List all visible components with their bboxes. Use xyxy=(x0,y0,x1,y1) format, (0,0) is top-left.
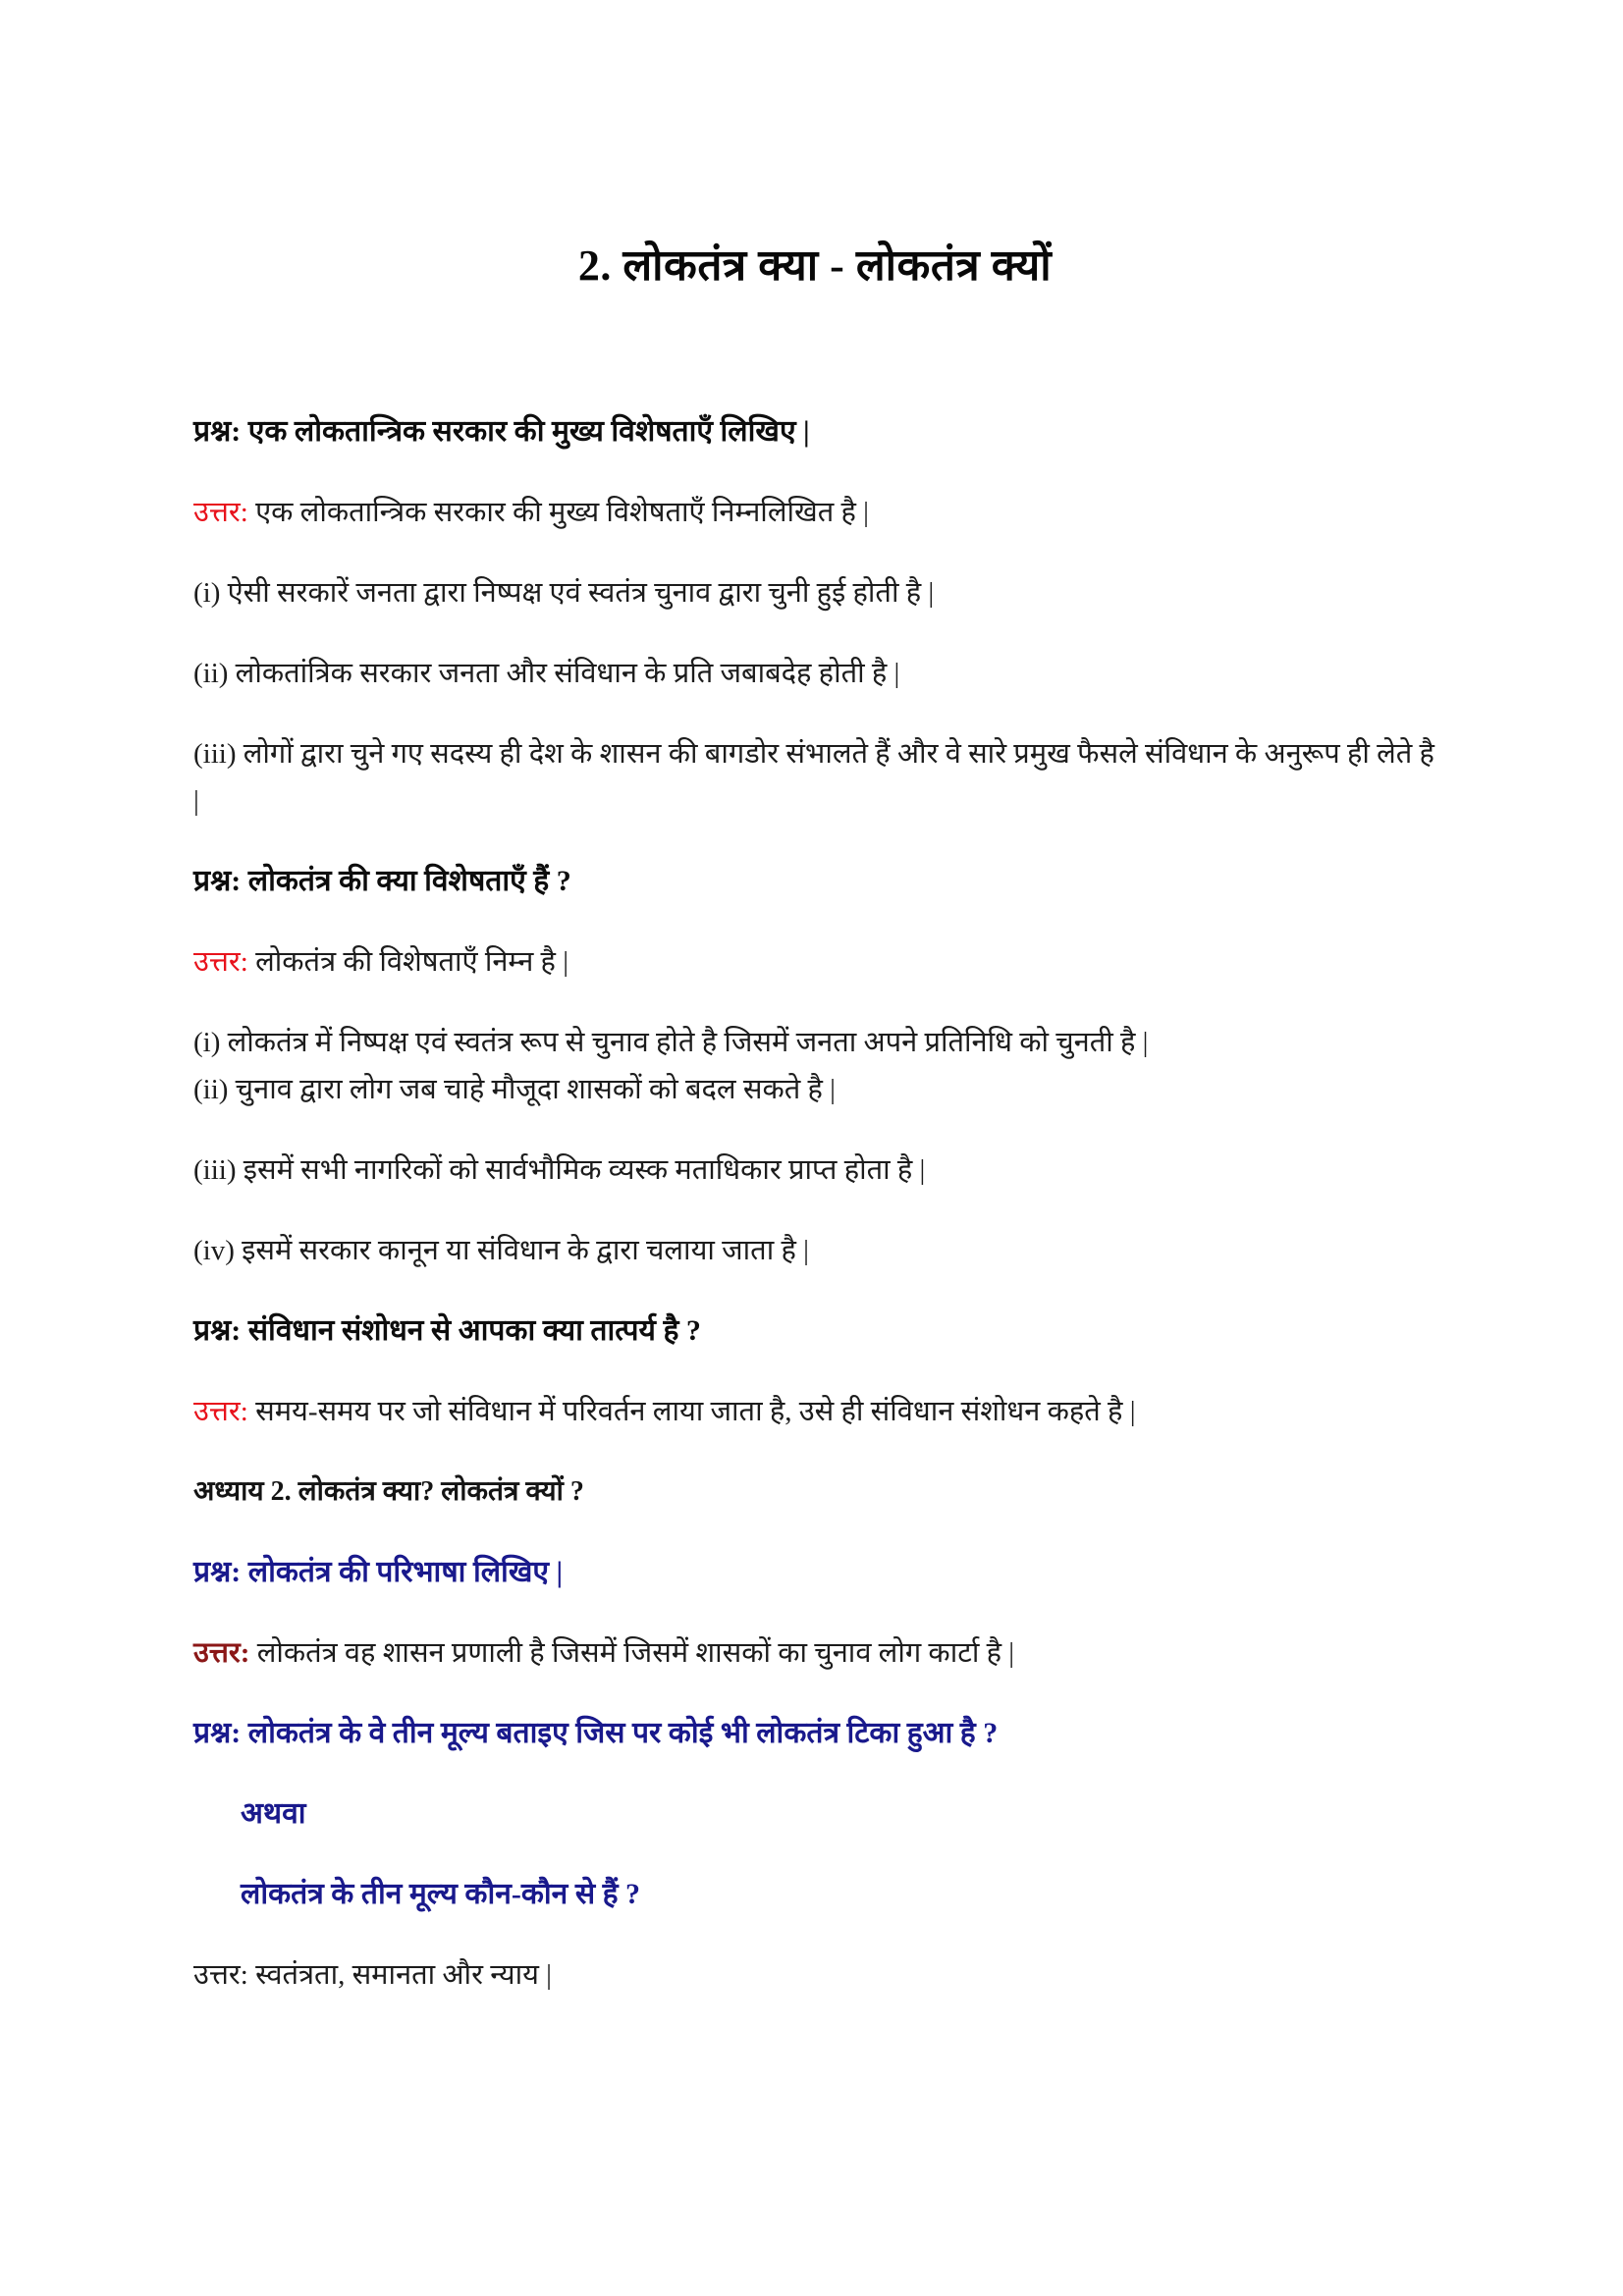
answer-1 xyxy=(193,489,1436,536)
answer-2-point-iv: (iv) इसमें सरकार कानून या संविधान के द्वारा चलाया जाता है | xyxy=(193,1235,809,1266)
question-1: प्रश्न: एक लोकतान्त्रिक सरकार की मुख्य विशेषताएँ लिखिए | xyxy=(193,415,810,448)
answer-2-text: लोकतंत्र की विशेषताएँ निम्न है | xyxy=(255,946,568,978)
answer-3-label: उत्तर: xyxy=(193,1396,248,1427)
chapter-heading: अध्याय 2. लोकतंत्र क्या? लोकतंत्र क्यों ? xyxy=(193,1476,584,1507)
answer-2-point-ii: (ii) चुनाव द्वारा लोग जब चाहे मौजूदा शासकों को बदल सकते है | xyxy=(193,1074,836,1105)
answer-3-text: समय-समय पर जो संविधान में परिवर्तन लाया जाता है, उसे ही संविधान संशोधन कहते है | xyxy=(255,1396,1136,1427)
answer-2-label: उत्तर: xyxy=(193,946,248,978)
answer-4-label: उत्तर: xyxy=(193,1637,250,1669)
question-5: प्रश्न: लोकतंत्र के वे तीन मूल्य बताइए जिस पर कोई भी लोकतंत्र टिका हुआ है ? xyxy=(193,1717,999,1749)
answer-1-label: उत्तर: xyxy=(193,497,248,528)
answer-4-text: लोकतंत्र वह शासन प्रणाली है जिसमें जिसमें शासकों का चुनाव लोग कार्टा है | xyxy=(256,1637,1015,1669)
answer-4 xyxy=(193,1629,1436,1677)
question-5-alt: लोकतंत्र के तीन मूल्य कौन-कौन से हैं ? xyxy=(241,1878,641,1910)
answer-1-point-iii: (iii) लोगों द्वारा चुने गए सदस्य ही देश के शासन की बागडोर संभालते हैं और वे सारे प्रमुख फैसले संविधान के अनुरूप ही लेते है | xyxy=(193,738,1434,817)
question-4: प्रश्न: लोकतंत्र की परिभाषा लिखिए | xyxy=(193,1556,564,1588)
question-3: प्रश्न: संविधान संशोधन से आपका क्या तात्पर्य है ? xyxy=(193,1314,701,1347)
answer-5: उत्तर: स्वतंत्रता, समानता और न्याय | xyxy=(193,1959,552,1991)
answer-1-point-i: (i) ऐसी सरकारें जनता द्वारा निष्पक्ष एवं स्वतंत्र चुनाव द्वारा चुनी हुई होती है | xyxy=(193,577,935,609)
answer-3 xyxy=(193,1388,1436,1435)
question-2: प्रश्न: लोकतंत्र की क्या विशेषताएँ हैं ? xyxy=(193,865,571,897)
page-title: 2. लोकतंत्र क्या - लोकतंत्र क्यों xyxy=(577,241,1053,290)
answer-1-text: एक लोकतान्त्रिक सरकार की मुख्य विशेषताएँ निम्नलिखित है | xyxy=(255,497,869,528)
question-5-or-label: अथवा xyxy=(241,1797,306,1830)
answer-2-point-iii: (iii) इसमें सभी नागरिकों को सार्वभौमिक व्यस्क मताधिकार प्राप्त होता है | xyxy=(193,1154,926,1186)
answer-2-point-i: (i) लोकतंत्र में निष्पक्ष एवं स्वतंत्र रूप से चुनाव होते है जिसमें जनता अपने प्रतिनिधि को चुनती है | xyxy=(193,1027,1149,1058)
answer-1-point-ii: (ii) लोकतांत्रिक सरकार जनता और संविधान के प्रति जबाबदेह होती है | xyxy=(193,658,900,689)
answer-2 xyxy=(193,938,1436,986)
